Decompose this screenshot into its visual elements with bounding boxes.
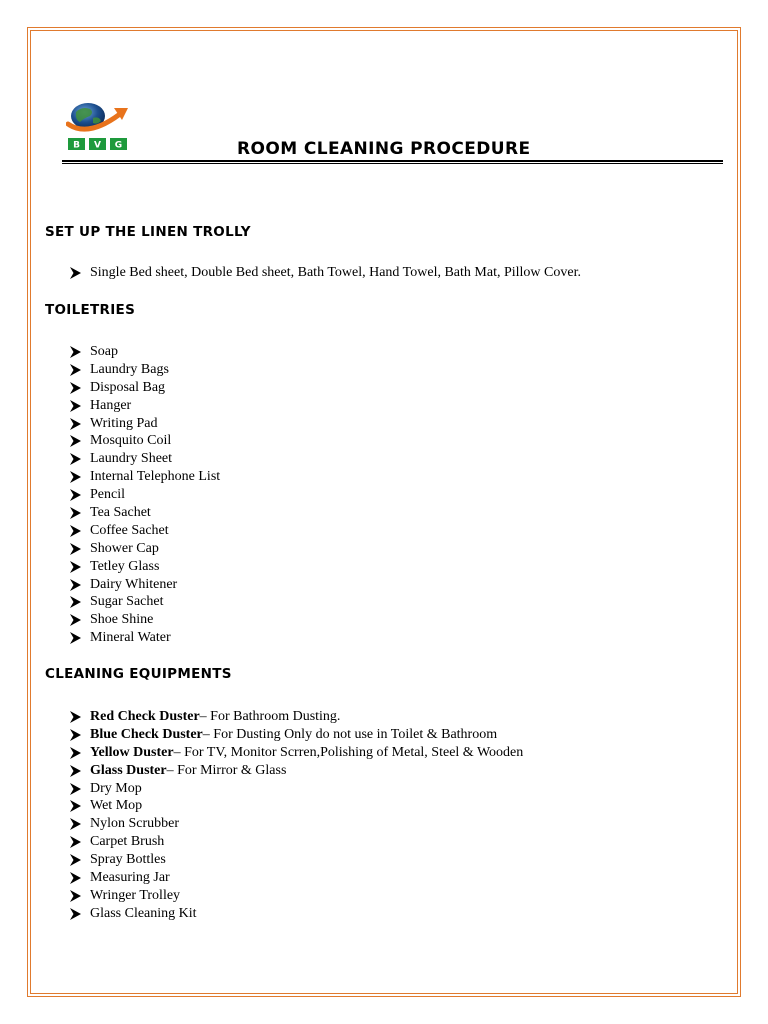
arrow-bullet-icon bbox=[70, 614, 90, 626]
list-item bbox=[70, 522, 220, 540]
list-item bbox=[70, 264, 581, 282]
item-text: Nylon Scrubber bbox=[90, 816, 180, 832]
arrow-bullet-icon bbox=[70, 632, 90, 644]
list-item bbox=[70, 576, 220, 594]
list-item bbox=[70, 468, 220, 486]
arrow-bullet-icon bbox=[70, 418, 90, 430]
arrow-bullet-icon bbox=[70, 579, 90, 591]
arrow-bullet-icon bbox=[70, 747, 90, 759]
item-text: Mineral Water bbox=[90, 630, 171, 646]
arrow-bullet-icon bbox=[70, 543, 90, 555]
item-text: Dairy Whitener bbox=[90, 576, 178, 592]
svg-text:G: G bbox=[114, 140, 123, 151]
list-item bbox=[70, 361, 220, 379]
item-text: Measuring Jar bbox=[90, 869, 170, 885]
item-text: Soap bbox=[90, 343, 118, 359]
list-item bbox=[70, 797, 523, 815]
item-text: Carpet Brush bbox=[90, 834, 165, 850]
arrow-bullet-icon bbox=[70, 596, 90, 608]
list-item bbox=[70, 905, 523, 923]
list-item bbox=[70, 780, 523, 798]
item-text: Mosquito Coil bbox=[90, 433, 172, 449]
arrow-bullet-icon bbox=[70, 346, 90, 358]
arrow-bullet-icon bbox=[70, 489, 90, 501]
item-text: – For Dusting Only do not use in Toilet & Bathroom bbox=[202, 726, 498, 742]
item-text: Spray Bottles bbox=[90, 852, 166, 868]
item-text: – For Mirror & Glass bbox=[166, 762, 287, 778]
item-text: Tea Sachet bbox=[90, 504, 151, 520]
item-text: Pencil bbox=[90, 487, 125, 503]
list-item bbox=[70, 486, 220, 504]
title-rule bbox=[62, 160, 723, 162]
list-item bbox=[70, 629, 220, 647]
item-label-strong: Red Check Duster bbox=[90, 708, 200, 724]
item-text: Shoe Shine bbox=[90, 612, 154, 628]
list-item bbox=[70, 558, 220, 576]
arrow-bullet-icon bbox=[70, 471, 90, 483]
item-text: Internal Telephone List bbox=[90, 469, 221, 485]
list-item bbox=[70, 851, 523, 869]
arrow-bullet-icon bbox=[70, 435, 90, 447]
list-item bbox=[70, 708, 523, 726]
item-text: Dry Mop bbox=[90, 780, 142, 796]
item-text: Laundry Bags bbox=[90, 361, 169, 377]
list-item bbox=[70, 379, 220, 397]
item-text: Coffee Sachet bbox=[90, 522, 169, 538]
arrow-bullet-icon bbox=[70, 453, 90, 465]
arrow-bullet-icon bbox=[70, 765, 90, 777]
arrow-bullet-icon bbox=[70, 382, 90, 394]
list-item bbox=[70, 540, 220, 558]
item-text: Tetley Glass bbox=[90, 558, 160, 574]
toiletries-list bbox=[70, 343, 220, 647]
list-item bbox=[70, 726, 523, 744]
arrow-bullet-icon bbox=[70, 800, 90, 812]
item-label-strong: Blue Check Duster bbox=[90, 726, 203, 742]
list-item bbox=[70, 833, 523, 851]
list-item bbox=[70, 611, 220, 629]
item-label-strong: Glass Duster bbox=[90, 762, 167, 778]
arrow-bullet-icon bbox=[70, 729, 90, 741]
list-item bbox=[70, 450, 220, 468]
item-text: Hanger bbox=[90, 397, 132, 413]
arrow-bullet-icon bbox=[70, 267, 90, 279]
list-item bbox=[70, 744, 523, 762]
list-item bbox=[70, 593, 220, 611]
arrow-bullet-icon bbox=[70, 836, 90, 848]
item-text: Shower Cap bbox=[90, 540, 159, 556]
item-text: Laundry Sheet bbox=[90, 451, 173, 467]
arrow-bullet-icon bbox=[70, 818, 90, 830]
section-heading-toiletries: TOILETRIES bbox=[45, 302, 136, 318]
section-heading-cleaning-equipments: CLEANING EQUIPMENTS bbox=[45, 666, 232, 682]
item-text: – For TV, Monitor Scrren,Polishing of Metal, Steel & Wooden bbox=[173, 744, 524, 760]
item-text: Wringer Trolley bbox=[90, 887, 181, 903]
arrow-bullet-icon bbox=[70, 561, 90, 573]
arrow-bullet-icon bbox=[70, 711, 90, 723]
arrow-bullet-icon bbox=[70, 872, 90, 884]
arrow-bullet-icon bbox=[70, 854, 90, 866]
item-text: Single Bed sheet, Double Bed sheet, Bath Towel, Hand Towel, Bath Mat, Pillow Cover. bbox=[90, 264, 581, 280]
item-text: Glass Cleaning Kit bbox=[90, 905, 197, 921]
arrow-bullet-icon bbox=[70, 364, 90, 376]
list-item bbox=[70, 432, 220, 450]
cleaning-equipments-list bbox=[70, 708, 523, 923]
bvg-logo bbox=[66, 98, 132, 152]
list-item bbox=[70, 762, 523, 780]
list-item bbox=[70, 397, 220, 415]
document-title: ROOM CLEANING PROCEDURE bbox=[237, 139, 531, 159]
item-text: Wet Mop bbox=[90, 798, 143, 814]
list-item bbox=[70, 887, 523, 905]
arrow-bullet-icon bbox=[70, 890, 90, 902]
arrow-bullet-icon bbox=[70, 783, 90, 795]
list-item bbox=[70, 504, 220, 522]
arrow-bullet-icon bbox=[70, 525, 90, 537]
section-heading-linen-trolly: SET UP THE LINEN TROLLY bbox=[45, 224, 251, 240]
arrow-bullet-icon bbox=[70, 507, 90, 519]
list-item bbox=[70, 415, 220, 433]
item-label-strong: Yellow Duster bbox=[90, 744, 174, 760]
arrow-bullet-icon bbox=[70, 400, 90, 412]
title-rule-thin bbox=[62, 163, 723, 164]
arrow-bullet-icon bbox=[70, 908, 90, 920]
linen-trolly-list bbox=[70, 264, 581, 282]
list-item bbox=[70, 815, 523, 833]
svg-text:B: B bbox=[73, 140, 80, 151]
item-text: Sugar Sachet bbox=[90, 594, 164, 610]
list-item bbox=[70, 869, 523, 887]
item-text: Disposal Bag bbox=[90, 379, 166, 395]
item-text: – For Bathroom Dusting. bbox=[199, 708, 341, 724]
svg-text:V: V bbox=[94, 140, 101, 151]
item-text: Writing Pad bbox=[90, 415, 158, 431]
list-item bbox=[70, 343, 220, 361]
